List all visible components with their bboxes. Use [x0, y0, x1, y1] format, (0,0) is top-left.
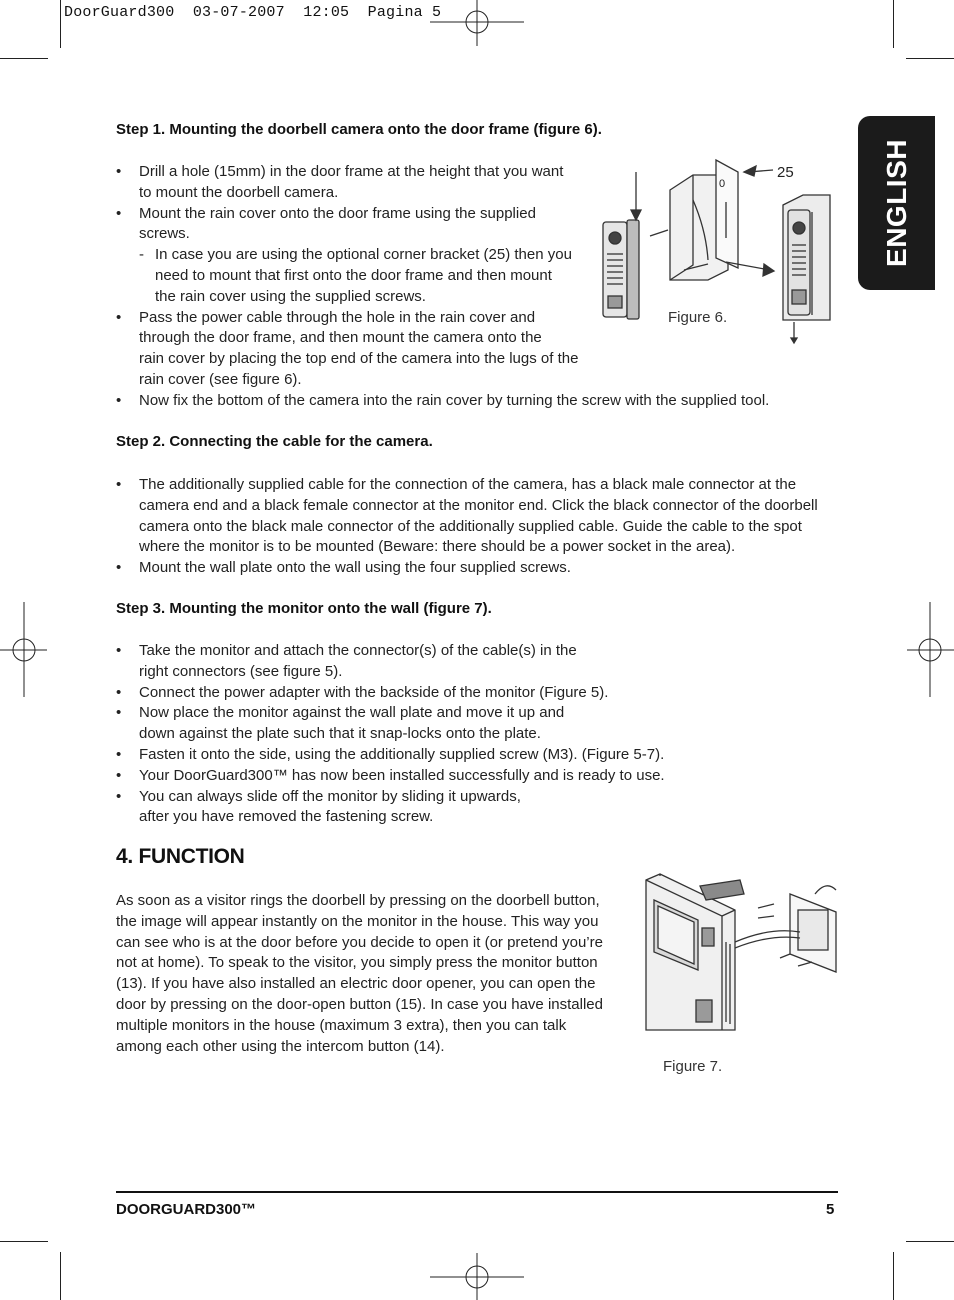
figure7-caption: Figure 7. — [663, 1058, 723, 1075]
figure6-small-label: 0 — [719, 178, 726, 190]
list-item: • The additionally supplied cable for the connection of the camera, has a black male connector at the camera end and a black female connector at the monitor end. Click the black connector of the doorbell camera onto the black male connector of the additionally supplied cable. Guide the cable to the spot where the monitor is to be mounted (Beware: there should be a power socket in the area). — [116, 475, 841, 558]
list-item: • Take the monitor and attach the connector(s) of the cable(s) in the right connectors (see figure 5). — [116, 641, 816, 683]
figure6-callout-25: 25 — [777, 164, 794, 181]
figure7-illustration — [640, 872, 840, 1034]
list-item: • Now fix the bottom of the camera into the rain cover by turning the screw with the supplied tool. — [116, 391, 816, 412]
list-item: • Connect the power adapter with the backside of the monitor (Figure 5). — [116, 683, 816, 704]
footer-product: DOORGUARD300™ — [116, 1201, 257, 1218]
list-item: • Fasten it onto the side, using the additionally supplied screw (M3). (Figure 5-7). — [116, 745, 816, 766]
list-item: • Pass the power cable through the hole in the rain cover and through the door frame, and then mount the camera onto the rain cover by placing the top end of the camera into the lugs of the rain cover (see figure 6). — [116, 308, 816, 391]
function-heading: 4. FUNCTION — [116, 845, 245, 868]
step1-heading: Step 1. Mounting the doorbell camera onto the door frame (figure 6). — [116, 121, 602, 138]
list-item: • Mount the wall plate onto the wall using the four supplied screws. — [116, 558, 841, 579]
figure6-caption: Figure 6. — [668, 309, 728, 326]
language-tab — [858, 116, 935, 290]
function-paragraph: As soon as a visitor rings the doorbell by pressing on the doorbell button, the image will appear instantly on the monitor in the house. This way you can see who is at the door before you decide to open it (or pretend you’re not at home). To speak to the visitor, you simply press the monitor button (13). If you have also installed an electric door opener, you can open the door by pressing on the door-open button (15). In case you have installed multiple monitors in the house (maximum 3 extra), then you can talk among each other using the intercom button (14). — [116, 892, 603, 1055]
list-item: • Mount the rain cover onto the door frame using the supplied screws. — [116, 204, 816, 246]
step3-heading: Step 3. Mounting the monitor onto the wall (figure 7). — [116, 600, 492, 617]
print-header: DoorGuard300 03-07-2007 12:05 Pagina 5 — [64, 4, 442, 21]
step2-body — [116, 475, 841, 579]
language-tab-label: ENGLISH — [880, 139, 912, 267]
step2-heading: Step 2. Connecting the cable for the camera. — [116, 433, 433, 450]
sub-list-item: - In case you are using the optional corner bracket (25) then you need to mount that first onto the door frame and then mount the rain cover using the supplied screws. — [116, 245, 816, 307]
footer-rule — [116, 1191, 838, 1193]
list-item: • Now place the monitor against the wall plate and move it up and down against the plate such that it snap-locks onto the plate. — [116, 703, 816, 745]
list-item: • Drill a hole (15mm) in the door frame at the height that you want to mount the doorbell camera. — [116, 162, 816, 204]
step3-body — [116, 641, 816, 828]
page-number: 5 — [826, 1201, 835, 1218]
list-item: • Your DoorGuard300™ has now been installed successfully and is ready to use. — [116, 766, 816, 787]
list-item: • You can always slide off the monitor by sliding it upwards, after you have removed the fastening screw. — [116, 787, 816, 829]
